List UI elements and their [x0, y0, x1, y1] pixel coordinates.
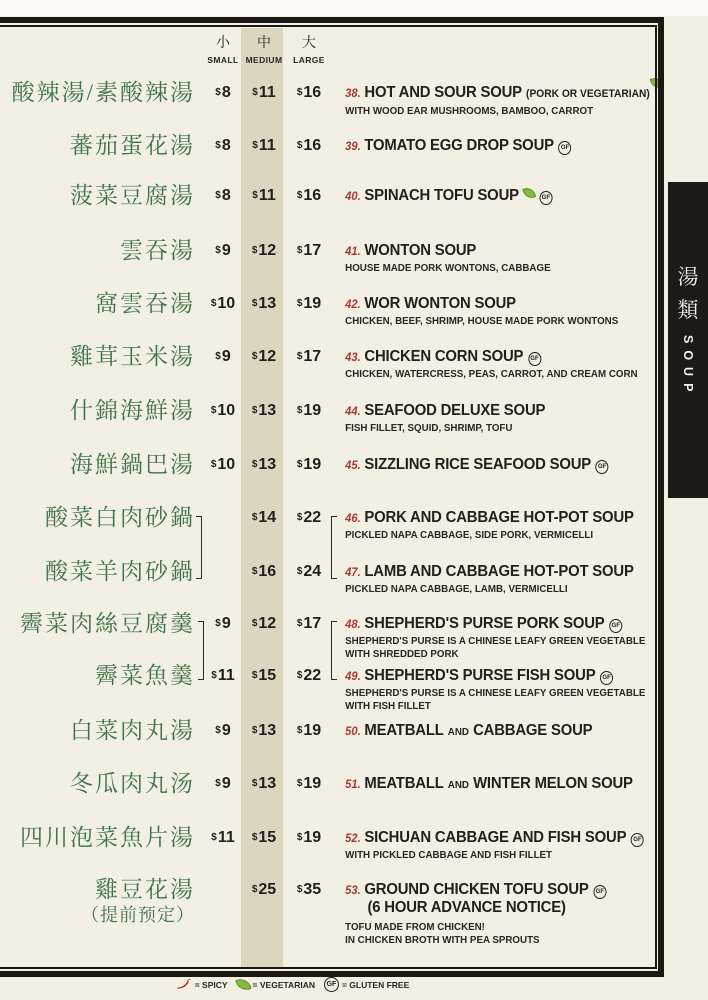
menu-item-40: [0, 183, 652, 209]
price-medium: $16: [251, 563, 277, 580]
dish-description-2: IN CHICKEN BROTH WITH PEA SPROUTS: [345, 933, 540, 946]
size-col-small: [202, 36, 244, 65]
dish-name-en: SIZZLING RICE SEAFOOD SOUP: [364, 456, 592, 473]
gluten-free-icon: GF: [600, 671, 613, 685]
price-small: $9: [215, 615, 231, 632]
dish-name-en: MEATBALL: [364, 775, 444, 792]
price-medium: $13: [251, 295, 277, 312]
price-medium: $11: [252, 187, 276, 204]
dish-name-en: SHEPHERD'S PURSE FISH SOUP: [364, 667, 596, 684]
price-large: $19: [296, 456, 322, 473]
dish-name-en: SPINACH TOFU SOUP: [364, 187, 519, 204]
dish-name-en-2: CABBAGE SOUP: [473, 722, 593, 739]
dish-number: 53.: [345, 883, 361, 897]
size-medium-en: MEDIUM: [245, 55, 283, 65]
dish-description: PICKLED NAPA CABBAGE, SIDE PORK, VERMICELLI: [345, 529, 594, 541]
dish-name-en: SEAFOOD DELUXE SOUP: [364, 402, 546, 419]
dish-name-suffix: (PORK OR VEGETARIAN): [526, 88, 650, 100]
dish-name-en: MEATBALL: [364, 722, 444, 739]
price-small: $9: [215, 348, 231, 365]
price-medium: $12: [251, 615, 277, 632]
dish-description: PICKLED NAPA CABBAGE, LAMB, VERMICELLI: [345, 583, 568, 595]
dish-number: 44.: [345, 404, 361, 418]
legend-spicy: [176, 979, 228, 990]
legend-spicy-label: = SPICY: [194, 979, 228, 990]
price-small: $9: [215, 242, 231, 259]
dish-name-zh: 什錦海鮮湯: [70, 398, 195, 423]
dish-description: FISH FILLET, SQUID, SHRIMP, TOFU: [345, 422, 513, 434]
dish-description-2: WITH FISH FILLET: [345, 699, 431, 712]
price-large: $19: [296, 722, 322, 739]
dish-name-en: PORK AND CABBAGE HOT-POT SOUP: [364, 509, 634, 526]
size-small-zh: 小: [216, 36, 230, 51]
dish-number: 41.: [345, 244, 361, 258]
price-medium: $12: [251, 242, 277, 259]
dish-name-zh: 酸辣湯/素酸辣湯: [11, 80, 195, 105]
gluten-free-icon: GF: [528, 352, 541, 366]
dish-name-zh: 蕃茄蛋花湯: [70, 133, 195, 158]
price-small: $10: [210, 456, 236, 473]
dish-description: CHICKEN, BEEF, SHRIMP, HOUSE MADE PORK WONTONS: [345, 315, 619, 327]
dish-name-en: WOR WONTON SOUP: [364, 295, 516, 312]
dish-number: 49.: [345, 669, 361, 683]
dish-number: 38.: [345, 86, 361, 100]
menu-item-39: [0, 133, 652, 159]
price-large: $19: [296, 295, 322, 312]
dish-name-en: TOMATO EGG DROP SOUP: [364, 137, 554, 154]
tab-en-label: SOUP: [681, 335, 695, 399]
dish-description: TOFU MADE FROM CHICKEN!: [345, 921, 485, 933]
dish-number: 51.: [345, 777, 361, 791]
price-large: $16: [296, 187, 322, 204]
size-large-en: LARGE: [293, 55, 325, 65]
size-large-zh: 大: [302, 36, 316, 51]
vegetarian-icon: [522, 185, 536, 200]
price-medium: $13: [251, 402, 277, 419]
price-small: $10: [210, 295, 236, 312]
dish-number: 45.: [345, 458, 361, 472]
dish-description: WITH WOOD EAR MUSHROOMS, BAMBOO, CARROT: [345, 105, 594, 117]
price-small: $8: [215, 187, 231, 204]
dish-name-zh: 雲吞湯: [120, 238, 195, 263]
gluten-free-icon: GF: [324, 977, 339, 992]
vegetarian-icon: [235, 976, 251, 992]
price-medium: $25: [251, 881, 277, 898]
dish-name-en: HOT AND SOUR SOUP: [364, 84, 522, 101]
dish-number: 50.: [345, 724, 361, 738]
price-large: $24: [296, 563, 322, 580]
dish-name-en-2: WINTER MELON SOUP: [473, 775, 633, 792]
dish-name-zh: 海鮮鍋巴湯: [70, 452, 195, 477]
dish-description-2: WITH SHREDDED PORK: [345, 647, 459, 660]
legend-vegetarian-label: = VEGETARIAN: [252, 979, 315, 990]
price-large: $16: [296, 84, 322, 101]
price-medium: $12: [251, 348, 277, 365]
dish-number: 47.: [345, 565, 361, 579]
price-small: $8: [215, 84, 231, 101]
dish-name-zh: 酸菜白肉砂鍋: [45, 505, 195, 530]
price-large: $19: [296, 775, 322, 792]
price-large: $17: [296, 615, 322, 632]
price-large: $22: [296, 509, 322, 526]
legend-bar: [120, 977, 465, 992]
menu-item-41: [0, 238, 652, 275]
menu-item-50: [0, 718, 652, 744]
legend-vegetarian: [237, 978, 315, 991]
gluten-free-icon: GF: [539, 191, 552, 205]
paper-top-margin: [0, 0, 708, 16]
tab-zh-char-1: 湯: [677, 265, 699, 289]
bracket-en-hotpot-group: [331, 516, 337, 579]
dish-name-zh-note: （提前预定）: [81, 905, 195, 925]
dish-description: SHEPHERD'S PURSE IS A CHINESE LEAFY GREEN VEGETABLE: [345, 635, 646, 647]
vegetarian-icon: [649, 75, 663, 90]
dish-name-en: SHEPHERD'S PURSE PORK SOUP: [364, 615, 605, 632]
legend-gluten-free: [324, 977, 409, 992]
price-medium: $15: [251, 667, 277, 684]
dish-number: 48.: [345, 617, 361, 631]
price-small: $8: [215, 137, 231, 154]
dish-name-zh: 窩雲吞湯: [95, 291, 195, 316]
dish-name-line2: (6 HOUR ADVANCE NOTICE): [367, 899, 566, 916]
dish-name-en: GROUND CHICKEN TOFU SOUP: [364, 881, 589, 898]
size-small-en: SMALL: [207, 55, 239, 65]
size-col-medium: [244, 36, 284, 65]
price-small: $11: [211, 829, 235, 846]
price-large: $19: [296, 402, 322, 419]
price-small: $9: [215, 775, 231, 792]
dish-name-en: WONTON SOUP: [364, 242, 477, 259]
gluten-free-icon: GF: [631, 833, 644, 847]
dish-name-zh: 雞豆花湯 （提前预定）: [0, 876, 202, 946]
chili-icon: [176, 979, 192, 990]
dish-number: 46.: [345, 511, 361, 525]
price-medium: $11: [252, 84, 276, 101]
menu-item-48: [0, 611, 652, 660]
size-header-row: [0, 36, 652, 65]
menu-item-38: [0, 80, 652, 118]
price-large: $22: [296, 667, 322, 684]
dish-name-zh: 冬瓜肉丸汤: [70, 771, 195, 796]
dish-name-en: CHICKEN CORN SOUP: [364, 348, 524, 365]
bracket-en-shepherds-group: [331, 621, 337, 680]
dish-name-and: AND: [447, 779, 469, 791]
soup-section-tab: [668, 182, 708, 498]
price-medium: $11: [252, 137, 276, 154]
menu-item-44: [0, 398, 652, 435]
menu-item-42: [0, 291, 652, 328]
price-medium: $13: [251, 722, 277, 739]
menu-item-45: [0, 452, 652, 478]
dish-name-zh: 四川泡菜魚片湯: [20, 825, 195, 850]
dish-number: 52.: [345, 831, 361, 845]
dish-description: CHICKEN, WATERCRESS, PEAS, CARROT, AND CREAM CORN: [345, 368, 638, 380]
price-large: $35: [296, 881, 322, 898]
gluten-free-icon: GF: [559, 141, 572, 155]
gluten-free-icon: GF: [609, 619, 622, 633]
dish-number: 40.: [345, 189, 361, 203]
price-medium: $14: [251, 509, 277, 526]
price-large: $17: [296, 242, 322, 259]
bracket-zh-shepherds-group: [198, 621, 204, 680]
dish-description: HOUSE MADE PORK WONTONS, CABBAGE: [345, 262, 551, 274]
price-large: $17: [296, 348, 322, 365]
price-medium: $13: [251, 775, 277, 792]
menu-item-46: [0, 505, 652, 542]
price-small: $9: [215, 722, 231, 739]
menu-item-51: [0, 771, 652, 797]
dish-name-zh: 白菜肉丸湯: [70, 718, 195, 743]
menu-item-47: [0, 559, 652, 596]
dish-number: 39.: [345, 139, 361, 153]
legend-gluten-free-label: = GLUTEN FREE: [341, 979, 410, 990]
dish-name-en: SICHUAN CABBAGE AND FISH SOUP: [364, 829, 627, 846]
dish-name-zh: 霽菜魚羹: [95, 663, 195, 688]
price-small: $10: [210, 402, 236, 419]
bracket-zh-hotpot-group: [196, 516, 202, 579]
price-large: $16: [296, 137, 322, 154]
gluten-free-icon: GF: [596, 460, 609, 474]
price-medium: $13: [251, 456, 277, 473]
medium-column-stripe: [241, 28, 283, 967]
price-small: $11: [211, 667, 235, 684]
menu-item-53: [0, 877, 652, 946]
gluten-free-icon: GF: [593, 885, 606, 899]
tab-zh-char-2: 類: [677, 298, 699, 322]
menu-item-49: [0, 663, 652, 712]
menu-item-52: [0, 825, 652, 862]
dish-description: SHEPHERD'S PURSE IS A CHINESE LEAFY GREEN VEGETABLE: [345, 687, 646, 699]
dish-name-en: LAMB AND CABBAGE HOT-POT SOUP: [364, 563, 634, 580]
dish-number: 43.: [345, 350, 361, 364]
price-large: $19: [296, 829, 322, 846]
dish-description: WITH PICKLED CABBAGE AND FISH FILLET: [345, 849, 553, 861]
menu-item-43: [0, 344, 652, 381]
dish-name-zh: 霽菜肉絲豆腐羹: [20, 611, 195, 636]
dish-number: 42.: [345, 297, 361, 311]
size-col-large: [284, 36, 334, 65]
dish-name-zh: 菠菜豆腐湯: [70, 183, 195, 208]
dish-name-zh: 雞茸玉米湯: [70, 344, 195, 369]
size-medium-zh: 中: [257, 36, 271, 51]
price-medium: $15: [251, 829, 277, 846]
dish-name-and: AND: [447, 726, 469, 738]
dish-name-zh: 酸菜羊肉砂鍋: [45, 559, 195, 584]
